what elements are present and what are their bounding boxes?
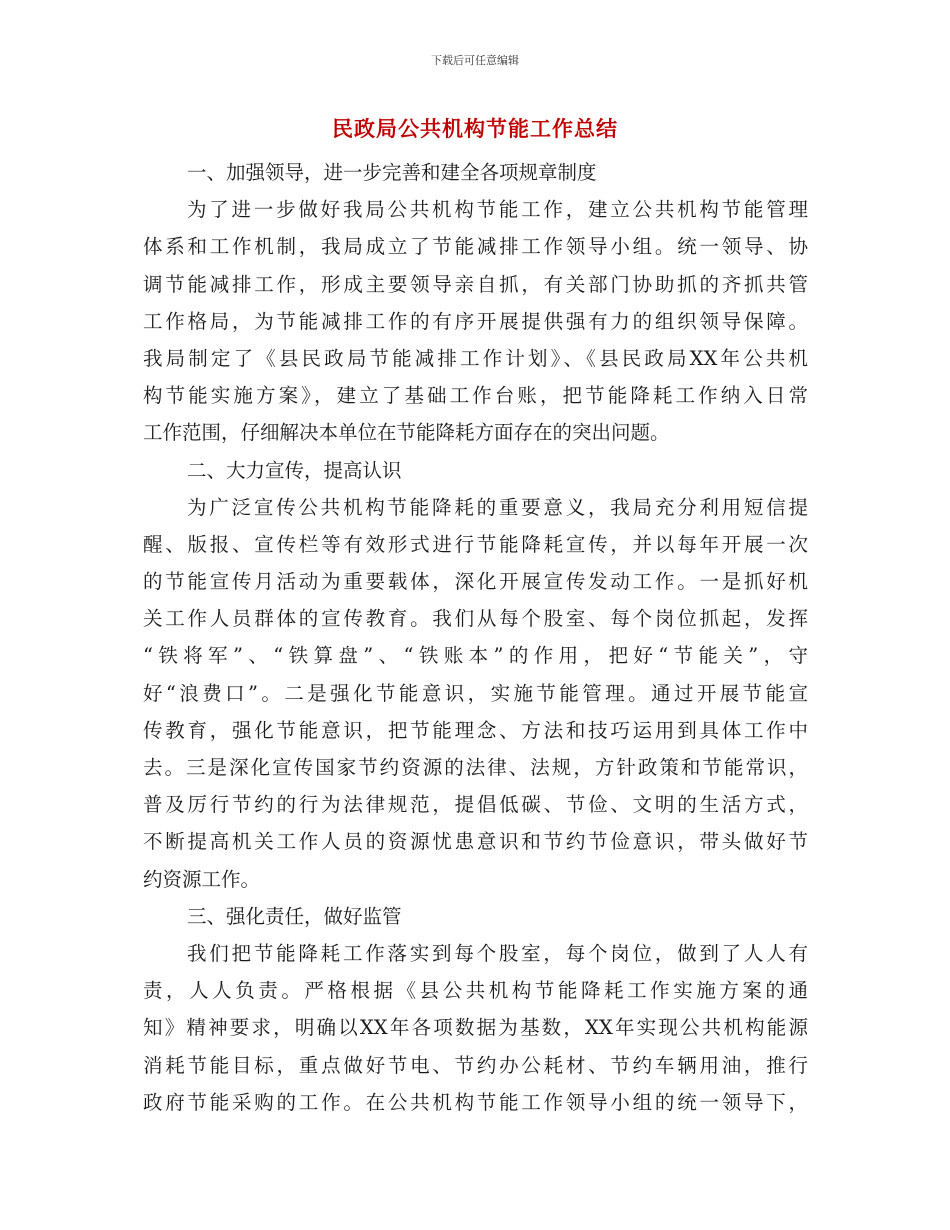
text-line: 传教育，强化节能意识，把节能理念、方法和技巧运用到具体工作中 xyxy=(143,718,808,742)
text-line: 工作格局，为节能减排工作的有序开展提供强有力的组织领导保障。 xyxy=(143,309,808,333)
document-body xyxy=(143,154,808,1121)
text-line: “铁将军”、“铁算盘”、“铁账本”的作用，把好“节能关”，守 xyxy=(143,644,808,668)
text-line: 去。三是深化宣传国家节约资源的法律、法规，方针政策和节能常识， xyxy=(143,756,808,779)
text-line: 我们把节能降耗工作落实到每个股室，每个岗位，做到了人人有 xyxy=(187,941,808,965)
text-line: 好“浪费口”。二是强化节能意识，实施节能管理。通过开展节能宣 xyxy=(143,681,808,705)
text-line: 为了进一步做好我局公共机构节能工作，建立公共机构节能管理 xyxy=(187,198,808,222)
text-line: 消耗节能目标，重点做好节电、节约办公耗材、节约车辆用油，推行 xyxy=(143,1053,808,1077)
text-line: 普及厉行节约的行为法律规范，提倡低碳、节俭、文明的生活方式， xyxy=(143,793,808,817)
text-line: 工作范围，仔细解决本单位在节能降耗方面存在的突出问题。 xyxy=(143,421,670,445)
text-line: 我局制定了《县民政局节能减排工作计划》、《县民政局XX年公共机 xyxy=(143,346,808,370)
page-header: 下载后可任意编辑 xyxy=(431,54,519,67)
text-line: 体系和工作机制，我局成立了节能减排工作领导小组。统一领导、协 xyxy=(143,235,808,259)
text-line: 三、强化责任，做好监管 xyxy=(187,904,402,928)
text-line: 不断提高机关工作人员的资源忧患意识和节约节俭意识，带头做好节 xyxy=(143,830,808,854)
text-line: 醒、版报、宣传栏等有效形式进行节能降耗宣传，并以每年开展一次 xyxy=(143,532,808,556)
text-line: 构节能实施方案》，建立了基础工作台账，把节能降耗工作纳入日常 xyxy=(143,384,808,408)
text-line: 二、大力宣传，提高认识 xyxy=(187,458,402,482)
text-line: 的节能宣传月活动为重要载体，深化开展宣传发动工作。一是抓好机 xyxy=(143,570,808,594)
text-line: 约资源工作。 xyxy=(143,867,261,891)
text-line: 关工作人员群体的宣传教育。我们从每个股室、每个岗位抓起，发挥 xyxy=(143,607,808,631)
document-title: 民政局公共机构节能工作总结 xyxy=(332,117,618,141)
text-line: 政府节能采购的工作。在公共机构节能工作领导小组的统一领导下， xyxy=(143,1090,808,1114)
text-line: 知》精神要求，明确以XX年各项数据为基数，XX年实现公共机构能源 xyxy=(143,1016,808,1040)
text-line: 为广泛宣传公共机构节能降耗的重要意义，我局充分利用短信提 xyxy=(187,495,808,519)
text-line: 一、加强领导，进一步完善和建全各项规章制度 xyxy=(187,161,597,184)
text-line: 责，人人负责。严格根据《县公共机构节能降耗工作实施方案的通 xyxy=(143,979,808,1003)
text-line: 调节能减排工作，形成主要领导亲自抓，有关部门协助抓的齐抓共管 xyxy=(143,272,808,296)
